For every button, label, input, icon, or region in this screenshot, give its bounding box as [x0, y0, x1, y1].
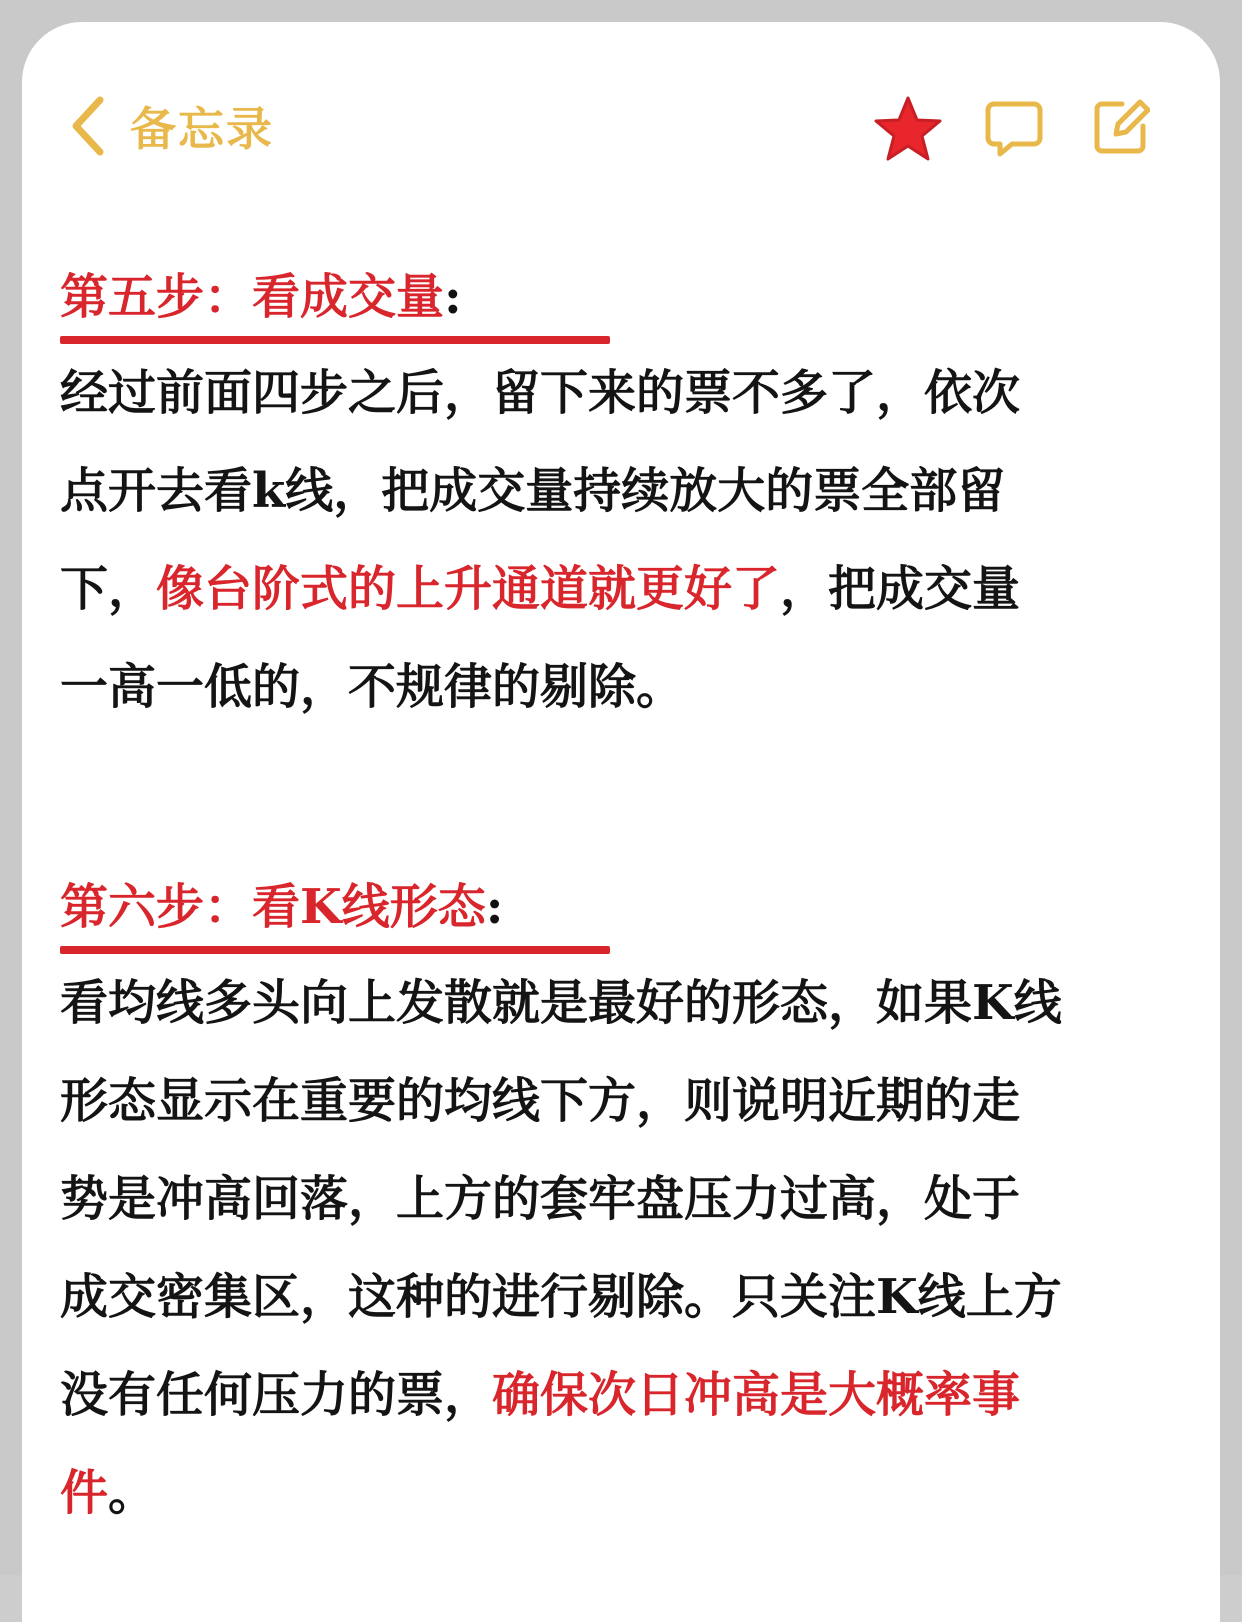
- note-section-step-six: [60, 872, 1200, 1542]
- notes-screen: [22, 22, 1220, 1622]
- star-icon[interactable]: [872, 94, 944, 166]
- back-label: 备忘录: [130, 102, 274, 156]
- section-body: [60, 954, 1200, 1542]
- heading-underline: [60, 946, 610, 954]
- section-heading: 第五步：看成交量:: [60, 269, 462, 325]
- comment-icon[interactable]: [984, 98, 1044, 158]
- body-line: 下，像台阶式的上升通道就更好了，把成交量: [60, 561, 1021, 617]
- body-line: 件。: [60, 1465, 157, 1521]
- body-line: 看均线多头向上发散就是最好的形态，如果K线: [60, 975, 1062, 1031]
- section-body: [60, 344, 1200, 736]
- highlighted-text: 像台阶式的上升通道就更好了: [156, 561, 781, 617]
- top-navigation-bar: [22, 22, 1220, 222]
- edit-icon[interactable]: [1092, 98, 1150, 156]
- back-button[interactable]: [68, 94, 274, 158]
- body-line: 经过前面四步之后，留下来的票不多了，依次: [60, 365, 1021, 421]
- highlighted-text: 件: [60, 1465, 109, 1521]
- note-section-step-five: [60, 262, 1200, 736]
- highlighted-text: 确保次日冲高是大概率事: [492, 1367, 1021, 1423]
- section-heading: 第六步：看K线形态:: [60, 879, 504, 935]
- back-chevron-icon: [68, 94, 108, 158]
- body-line: 势是冲高回落，上方的套牢盘压力过高，处于: [60, 1171, 1021, 1227]
- body-line: 一高一低的，不规律的剔除。: [60, 659, 685, 715]
- body-line: 没有任何压力的票，确保次日冲高是大概率事: [60, 1367, 1021, 1423]
- body-line: 点开去看k线，把成交量持续放大的票全部留: [60, 463, 1006, 519]
- body-line: 成交密集区，这种的进行剔除。只关注K线上方: [60, 1269, 1062, 1325]
- body-line: 形态显示在重要的均线下方，则说明近期的走: [60, 1073, 1021, 1129]
- heading-underline: [60, 336, 610, 344]
